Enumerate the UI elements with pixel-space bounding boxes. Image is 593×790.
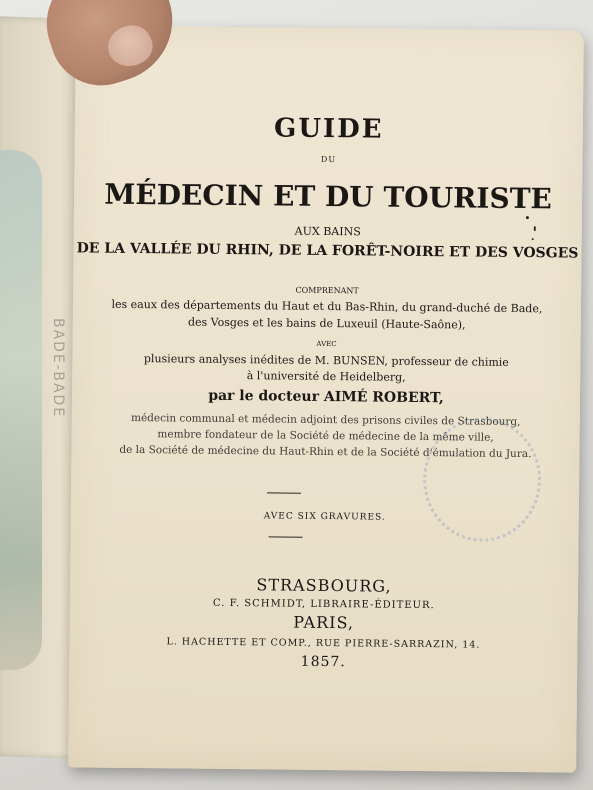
main-title: MÉDECIN ET DU TOURISTE xyxy=(104,177,553,216)
engraving-plate xyxy=(0,150,42,670)
divider-bottom xyxy=(269,536,303,537)
city-strasbourg: STRASBOURG, xyxy=(256,575,392,596)
gravures-line: AVEC SIX GRAVURES. xyxy=(263,511,386,523)
ink-speck xyxy=(534,226,536,231)
comprenant: COMPRENANT xyxy=(295,285,359,296)
ink-speck xyxy=(526,216,529,219)
vosges-line: des Vosges et les bains de Luxeuil (Haute-Saône), xyxy=(187,315,466,332)
title-page xyxy=(68,25,584,772)
publication-year: 1857. xyxy=(300,653,346,671)
publisher-paris: L. HACHETTE ET COMP., RUE PIERRE-SARRAZIN, 14. xyxy=(166,636,481,651)
divider-top xyxy=(267,492,301,493)
author-line: par le docteur AIMÉ ROBERT, xyxy=(208,387,444,407)
aux-bains: AUX BAINS xyxy=(294,224,361,239)
author-role-3: de la Société de médecine du Haut-Rhin et de la Société d'émulation du Jura. xyxy=(119,443,532,461)
eaux-line: les eaux des départements du Haut et du Bas-Rhin, du grand-duché de Bade, xyxy=(111,297,543,316)
avec: AVEC xyxy=(316,339,337,349)
author-role-1: médecin communal et médecin adjoint des prisons civiles de Strasbourg, xyxy=(130,411,521,429)
publisher-strasbourg: C. F. SCHMIDT, LIBRAIRE-ÉDITEUR. xyxy=(212,597,435,612)
analyses-line: plusieurs analyses inédites de M. BUNSEN, professeur de chimie xyxy=(143,352,509,369)
ink-speck xyxy=(532,238,534,240)
city-paris: PARIS, xyxy=(293,612,355,633)
region-line: DE LA VALLÉE DU RHIN, DE LA FORÊT-NOIRE ET DES VOSGES xyxy=(76,240,579,262)
plate-caption: BADE-BADE xyxy=(50,318,66,419)
universite-line: à l'université de Heidelberg, xyxy=(246,369,406,384)
title-du: DU xyxy=(320,154,337,165)
book-title: GUIDE xyxy=(273,113,384,145)
author-role-2: membre fondateur de la Société de médecine de la même ville, xyxy=(157,428,494,444)
